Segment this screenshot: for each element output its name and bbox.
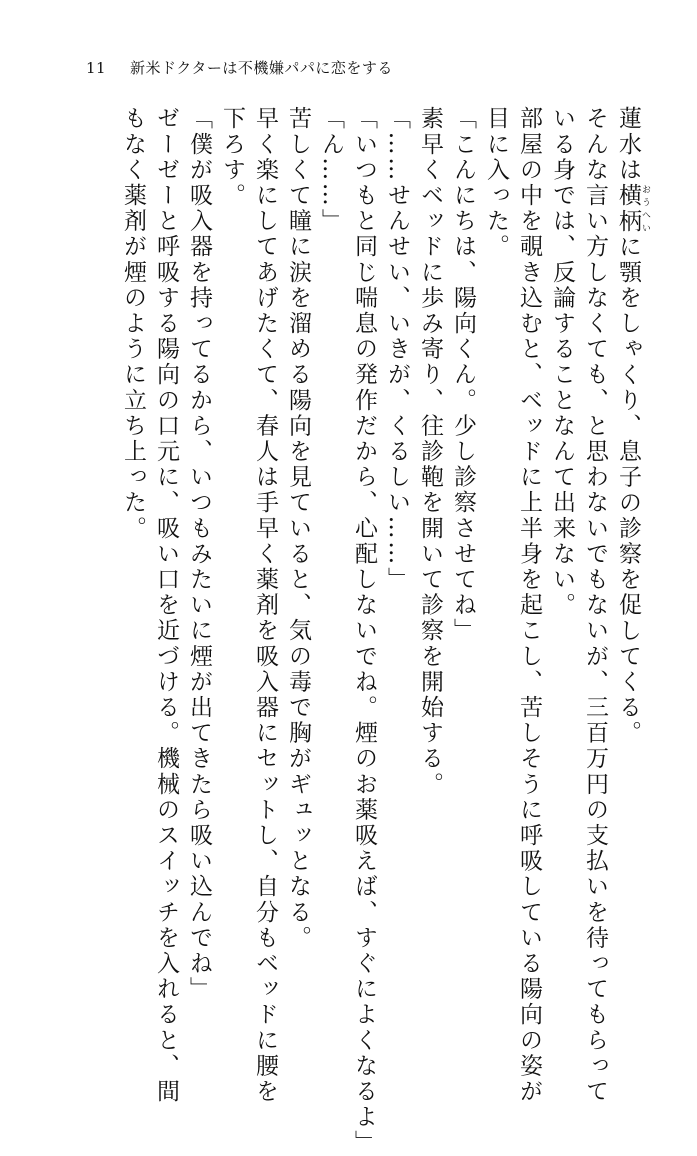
dialogue-line: 「ん……」 [318, 106, 344, 234]
text-line: そんな言い方しなくても、と思わないでもないが、三百万円の支払いを待ってもらって [582, 106, 608, 1105]
text-line: 苦しくて瞳に涙を溜める陽向を見ていると、気の毒で胸がギュッとなる。 [285, 106, 311, 951]
body-text [116, 106, 650, 1156]
text-line: いる身では、反論することなんて出来ない。 [549, 106, 575, 618]
text-line: もなく薬剤が煙のように立ち上った。 [120, 106, 146, 542]
running-header [86, 58, 393, 78]
book-title: 新米ドクターは不機嫌パパに恋をする [130, 59, 393, 77]
ruby-base: 横柄 [615, 182, 641, 235]
text-line: 下ろす。 [219, 106, 245, 209]
text-segment: 蓮水は [615, 106, 641, 183]
page-number: 11 [86, 59, 107, 77]
ruby-word [615, 182, 650, 235]
text-line [611, 106, 650, 966]
dialogue-line: 「……せんせい、いきが、くるしい……」 [384, 106, 410, 593]
text-segment: に顎をしゃくり、息子の診察を促してくる。 [615, 234, 641, 747]
text-line: 素早くベッドに歩み寄り、往診鞄を開いて診察を開始する。 [417, 106, 443, 798]
dialogue-line: 「いつもと同じ喘息の発作だから、心配しないでね。煙のお薬吸えば、すぐによくなるよ」 [351, 106, 377, 1156]
text-line: 部屋の中を覗き込むと、ベッドに上半身を起こし、苦しそうに呼吸している陽向の姿が [516, 106, 542, 1105]
text-line: 目に入った。 [483, 106, 509, 260]
dialogue-line: 「こんにちは、陽向くん。少し診察させてね」 [450, 106, 476, 644]
text-line: ゼーゼーと呼吸する陽向の口元に、吸い口を近づける。機械のスイッチを入れると、間 [153, 106, 179, 1105]
text-line: 早く楽にしてあげたくて、春人は手早く薬剤を吸入器にセットし、自分もベッドに腰を [252, 106, 278, 1105]
ruby-reading: おうへい [640, 182, 650, 234]
dialogue-line: 「僕が吸入器を持ってるから、いつもみたいに煙が出てきたら吸い込んでね」 [186, 106, 212, 1002]
